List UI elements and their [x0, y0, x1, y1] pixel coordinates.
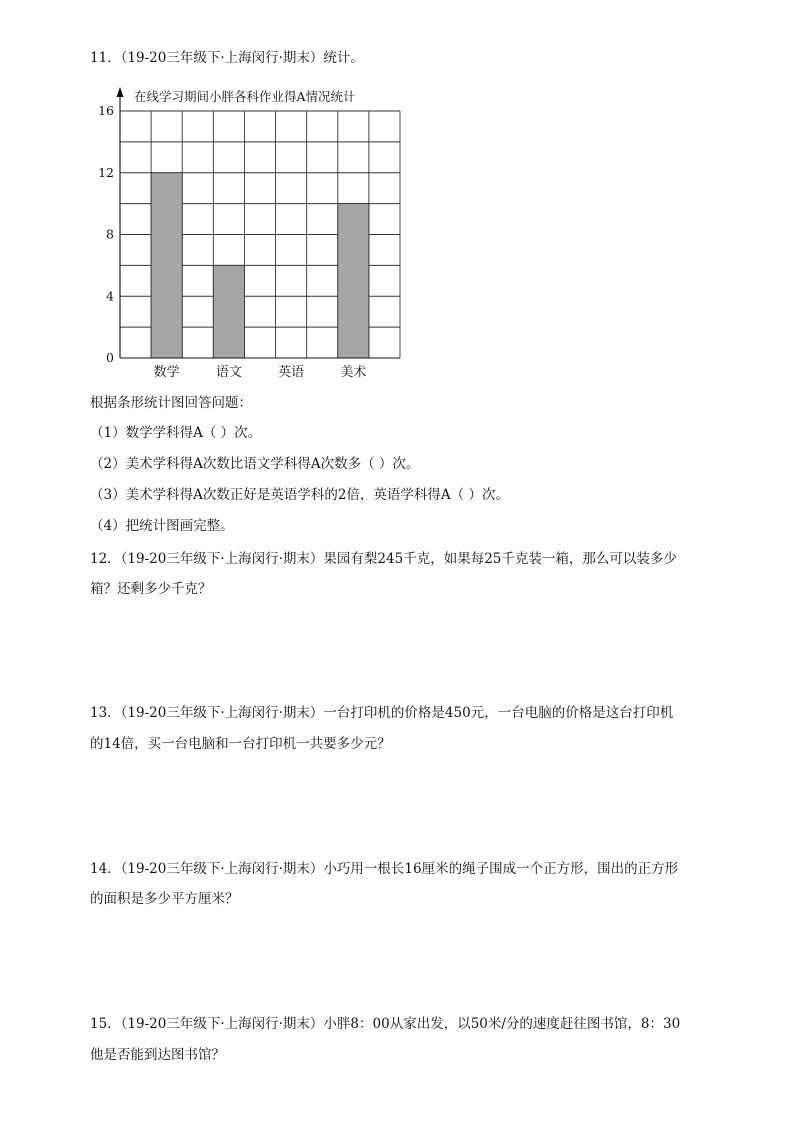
- q11-sub3: （3）美术学科得A次数正好是英语学科的2倍，英语学科得A（ ）次。: [90, 487, 509, 503]
- x-tick-label: 语文: [215, 365, 242, 380]
- x-tick-label: 英语: [278, 365, 305, 380]
- q11-sub1: （1）数学学科得A（ ）次。: [90, 425, 262, 441]
- q11-sub4: （4）把统计图画完整。: [90, 518, 234, 534]
- y-tick-label: 16: [98, 103, 114, 118]
- bar-chart: [90, 82, 420, 387]
- q13-line1: 13．（19-20三年级下·上海闵行·期末）一台打印机的价格是450元，一台电脑的价格是这台打印机: [90, 705, 674, 721]
- q14-line2: 的面积是多少平方厘米？: [90, 891, 239, 907]
- chart-title: 在线学习期间小胖各科作业得A情况统计: [134, 89, 356, 104]
- q12-line1: 12．（19-20三年级下·上海闵行·期末）果园有梨245千克，如果每25千克装一箱，那么可以装多少: [90, 551, 677, 567]
- q15-line1: 15．（19-20三年级下·上海闵行·期末）小胖8：00从家出发，以50米/分的速度赶往图书馆，8：30: [90, 1016, 681, 1032]
- q11-title: 11．（19-20三年级下·上海闵行·期末）统计。: [90, 50, 364, 66]
- q12-line2: 箱？还剩多少千克？: [90, 581, 212, 597]
- x-tick-label: 美术: [340, 365, 367, 380]
- q11-instruction: 根据条形统计图回答问题：: [90, 395, 252, 411]
- y-tick-label: 8: [106, 226, 114, 242]
- q14-line1: 14．（19-20三年级下·上海闵行·期末）小巧用一根长16厘米的绳子围成一个正方形，围出的正方形: [90, 861, 679, 877]
- q11-sub2: （2）美术学科得A次数比语文学科得A次数多（ ）次。: [90, 456, 420, 472]
- bar-1: [151, 173, 182, 358]
- y-axis-arrow: [117, 87, 124, 97]
- y-tick-labels: [98, 103, 114, 365]
- x-tick-label: 数学: [153, 365, 180, 380]
- y-tick-label: 0: [106, 350, 114, 365]
- q13-line2: 的14倍，买一台电脑和一台打印机一共要多少元？: [90, 736, 391, 752]
- y-tick-label: 4: [106, 288, 114, 304]
- bar-4: [338, 204, 369, 358]
- x-tick-labels: [154, 364, 367, 380]
- q15-line2: 他是否能到达图书馆？: [90, 1047, 225, 1063]
- y-tick-label: 12: [98, 164, 114, 180]
- bar-2: [213, 265, 244, 358]
